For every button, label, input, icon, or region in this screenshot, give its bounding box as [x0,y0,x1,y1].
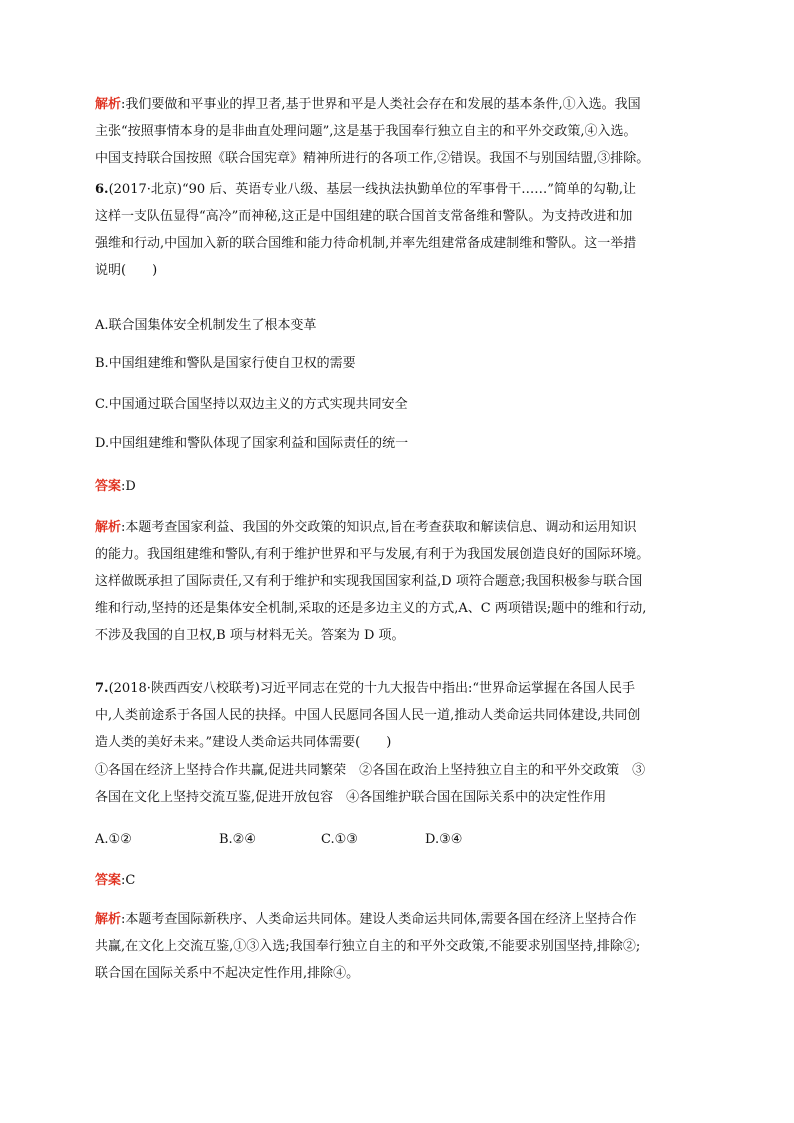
question-line: 中,人类前途系于各国人民的抉择。中国人民愿同各国人民一道,推动人类命运共同体建设,共同创 [95,708,641,723]
q7-option-a: A.①② [95,832,132,847]
analysis-line: 维和行动,坚持的还是集体安全机制,采取的还是多边主义的方式,A、C 两项错误;题中的维和行动, [95,601,647,616]
q7-option-b: B.②④ [219,832,256,847]
q6-option-a: A.联合国集体安全机制发生了根本变革 [95,318,317,333]
analysis-line: 不涉及我国的自卫权,B 项与材料无关。答案为 D 项。 [95,628,405,643]
analysis-line: 解析:本题考查国家利益、我国的外交政策的知识点,旨在考查获取和解读信息、调动和运用知识 [95,520,637,535]
analysis-line: 中国支持联合国按照《联合国宪章》精神所进行的各项工作,②错误。我国不与别国结盟,③排除。 [95,151,650,166]
question-line: 强维和行动,中国加入新的联合国维和能力待命机制,并率先组建常备成建制维和警队。这一举措 [95,236,637,251]
analysis-line: 解析:我们要做和平事业的捍卫者,基于世界和平是人类社会存在和发展的基本条件,①入选。我国 [95,97,641,112]
analysis-label: 解析 [95,912,122,927]
q6-option-d: D.中国组建维和警队体现了国家利益和国际责任的统一 [95,436,409,451]
analysis-line: 联合国在国际关系中不起决定性作用,排除④。 [95,966,360,981]
statement-line: ①各国在经济上坚持合作共赢,促进共同繁荣 ②各国在政治上坚持独立自主的和平外交政策 ③ [95,763,646,778]
question-line: 造人类的美好未来。”建设人类命运共同体需要( ) [95,735,392,750]
question-6 [95,176,715,284]
q6-answer [95,473,715,500]
q7-analysis [95,906,715,987]
q7-option-d: D.③④ [425,832,463,847]
statement-line: 各国在文化上坚持交流互鉴,促进开放包容 ④各国维护联合国在国际关系中的决定性作用 [95,790,607,805]
question-line: 这样一支队伍显得“高冷”而神秘,这正是中国组建的联合国首支常备维和警队。为支持改进和加 [95,209,633,224]
answer-value: :D [121,479,136,494]
analysis-line: 的能力。我国组建维和警队,有利于维护世界和平与发展,有利于为我国发展创造良好的国际环境。 [95,547,650,562]
q7-options [95,826,715,853]
answer-value: :C [121,873,136,888]
question-number: 6. [95,182,109,197]
answer-label: 答案 [95,873,122,888]
analysis-line: 共赢,在文化上交流互鉴,①③入选;我国奉行独立自主的和平外交政策,不能要求别国坚持,排除②; [95,939,641,954]
question-line: 6.(2017·北京)“90 后、英语专业八级、基层一线执法执勤单位的军事骨干……”简单的勾勒,让 [95,182,637,197]
question-7 [95,675,715,756]
analysis-line: 这样做既承担了国际责任,又有利于维护和实现我国国家利益,D 项符合题意;我国积极参与联合国 [95,574,643,589]
analysis-block-q5 [95,91,715,172]
q6-option-b: B.中国组建维和警队是国家行使自卫权的需要 [95,356,356,371]
question-line: 说明( ) [95,263,158,278]
q7-statements [95,757,715,811]
analysis-line: 解析:本题考查国际新秩序、人类命运共同体。建设人类命运共同体,需要各国在经济上坚持合作 [95,912,637,927]
q7-option-c: C.①③ [321,832,358,847]
q7-answer [95,867,715,894]
question-number: 7. [95,681,109,696]
analysis-label: 解析 [95,97,122,112]
q6-analysis [95,514,715,649]
analysis-label: 解析 [95,520,122,535]
q6-option-c: C.中国通过联合国坚持以双边主义的方式实现共同安全 [95,397,408,412]
analysis-line: 主张“按照事情本身的是非曲直处理问题”,这是基于我国奉行独立自主的和平外交政策,④入选。 [95,124,637,139]
answer-label: 答案 [95,479,122,494]
question-line: 7.(2018·陕西西安八校联考)习近平同志在党的十九大报告中指出:“世界命运掌握在各国人民手 [95,681,635,696]
